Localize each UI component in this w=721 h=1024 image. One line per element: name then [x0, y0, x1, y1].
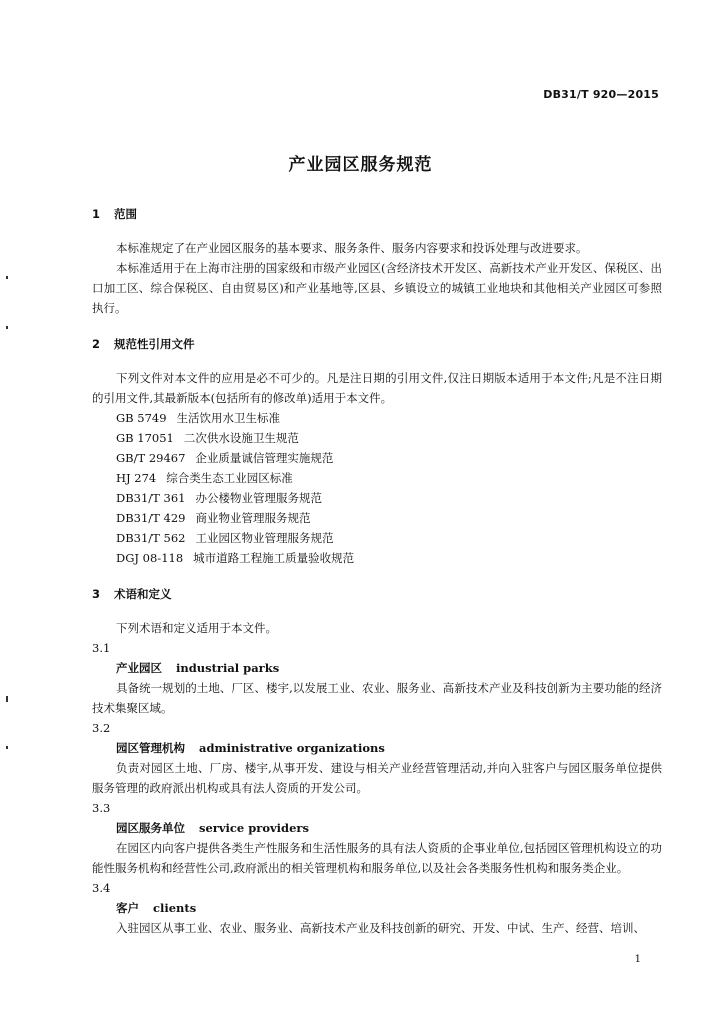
term-name	[92, 658, 662, 678]
term-number: 3.4	[92, 881, 111, 895]
reference-title: 综合类生态工业园区标准	[166, 471, 293, 485]
section-number: 1	[92, 207, 101, 221]
term-number: 3.1	[92, 641, 111, 655]
standard-code: DB31/T 920—2015	[543, 88, 659, 101]
reference-item	[92, 468, 662, 488]
term-number: 3.3	[92, 801, 111, 815]
term-definition: 负责对园区土地、厂房、楼宇,从事开发、建设与相关产业经营管理活动,并向入驻客户与园区服务单位提供服务管理的政府派出机构或具有法人资质的开发公司。	[92, 761, 662, 795]
term-name-en: clients	[153, 901, 197, 915]
reference-title: 工业园区物业管理服务规范	[195, 531, 334, 545]
paragraph: 下列术语和定义适用于本文件。	[116, 621, 277, 635]
section-title: 规范性引用文件	[114, 337, 195, 351]
section-number: 3	[92, 587, 101, 601]
term-name-zh: 园区服务单位	[116, 821, 185, 835]
term-name-zh: 客户	[116, 901, 139, 915]
reference-item	[92, 448, 662, 468]
reference-title: 生活饮用水卫生标准	[176, 411, 281, 425]
section-title: 术语和定义	[114, 587, 172, 601]
term-name	[92, 738, 662, 758]
term-definition: 在园区内向客户提供各类生产性服务和生活性服务的具有法人资质的企事业单位,包括园区管理机构设立的功能性服务机构和经营性公司,政府派出的相关管理机构和服务单位,以及社会各类服务性机构和服务类企业。	[92, 841, 662, 875]
reference-code: DB31/T 429	[116, 511, 186, 525]
reference-list	[92, 408, 662, 568]
section-heading-normative-references	[92, 334, 662, 354]
document-title: 产业园区服务规范	[288, 155, 433, 175]
term-definition: 具备统一规划的土地、厂区、楼宇,以发展工业、农业、服务业、高新技术产业及科技创新为主要功能的经济技术集聚区域。	[92, 681, 662, 715]
scan-speck	[6, 696, 8, 702]
term-name-zh: 园区管理机构	[116, 741, 185, 755]
reference-code: GB/T 29467	[116, 451, 186, 465]
reference-title: 企业质量诚信管理实施规范	[195, 451, 334, 465]
paragraph: 下列文件对本文件的应用是必不可少的。凡是注日期的引用文件,仅注日期版本适用于本文件;凡是不注日期的引用文件,其最新版本(包括所有的修改单)适用于本文件。	[92, 371, 662, 405]
term-name	[92, 818, 662, 838]
scan-speck	[6, 326, 8, 329]
term-name	[92, 898, 662, 918]
reference-title: 办公楼物业管理服务规范	[195, 491, 322, 505]
term-definition: 入驻园区从事工业、农业、服务业、高新技术产业及科技创新的研究、开发、中试、生产、经营、培训、	[116, 921, 645, 935]
page-number: 1	[634, 954, 641, 965]
reference-code: HJ 274	[116, 471, 157, 485]
reference-code: GB 17051	[116, 431, 174, 445]
reference-title: 二次供水设施卫生规范	[183, 431, 299, 445]
term-name-zh: 产业园区	[116, 661, 162, 675]
term-name-en: industrial parks	[176, 661, 280, 675]
reference-item	[92, 408, 662, 428]
section-number: 2	[92, 337, 101, 351]
reference-code: GB 5749	[116, 411, 167, 425]
term-name-en: administrative organizations	[199, 741, 385, 755]
section-title: 范围	[114, 207, 137, 221]
document-body	[92, 204, 662, 938]
scan-speck	[6, 746, 8, 749]
reference-code: DB31/T 361	[116, 491, 186, 505]
reference-item	[92, 508, 662, 528]
reference-item	[92, 488, 662, 508]
paragraph: 本标准规定了在产业园区服务的基本要求、服务条件、服务内容要求和投诉处理与改进要求。	[116, 241, 588, 255]
scan-speck	[6, 276, 8, 279]
paragraph: 本标准适用于在上海市注册的国家级和市级产业园区(含经济技术开发区、高新技术产业开发区、保税区、出口加工区、综合保税区、自由贸易区)和产业基地等,区县、乡镇设立的城镇工业地块和其他相关产业园区可参照执行。	[92, 261, 662, 315]
section-heading-terms-definitions	[92, 584, 662, 604]
term-name-en: service providers	[199, 821, 309, 835]
reference-item	[92, 548, 662, 568]
term-number: 3.2	[92, 721, 111, 735]
reference-title: 商业物业管理服务规范	[195, 511, 311, 525]
reference-code: DGJ 08-118	[116, 551, 184, 565]
reference-item	[92, 528, 662, 548]
reference-title: 城市道路工程施工质量验收规范	[193, 551, 355, 565]
reference-item	[92, 428, 662, 448]
section-heading-scope	[92, 204, 662, 224]
reference-code: DB31/T 562	[116, 531, 186, 545]
